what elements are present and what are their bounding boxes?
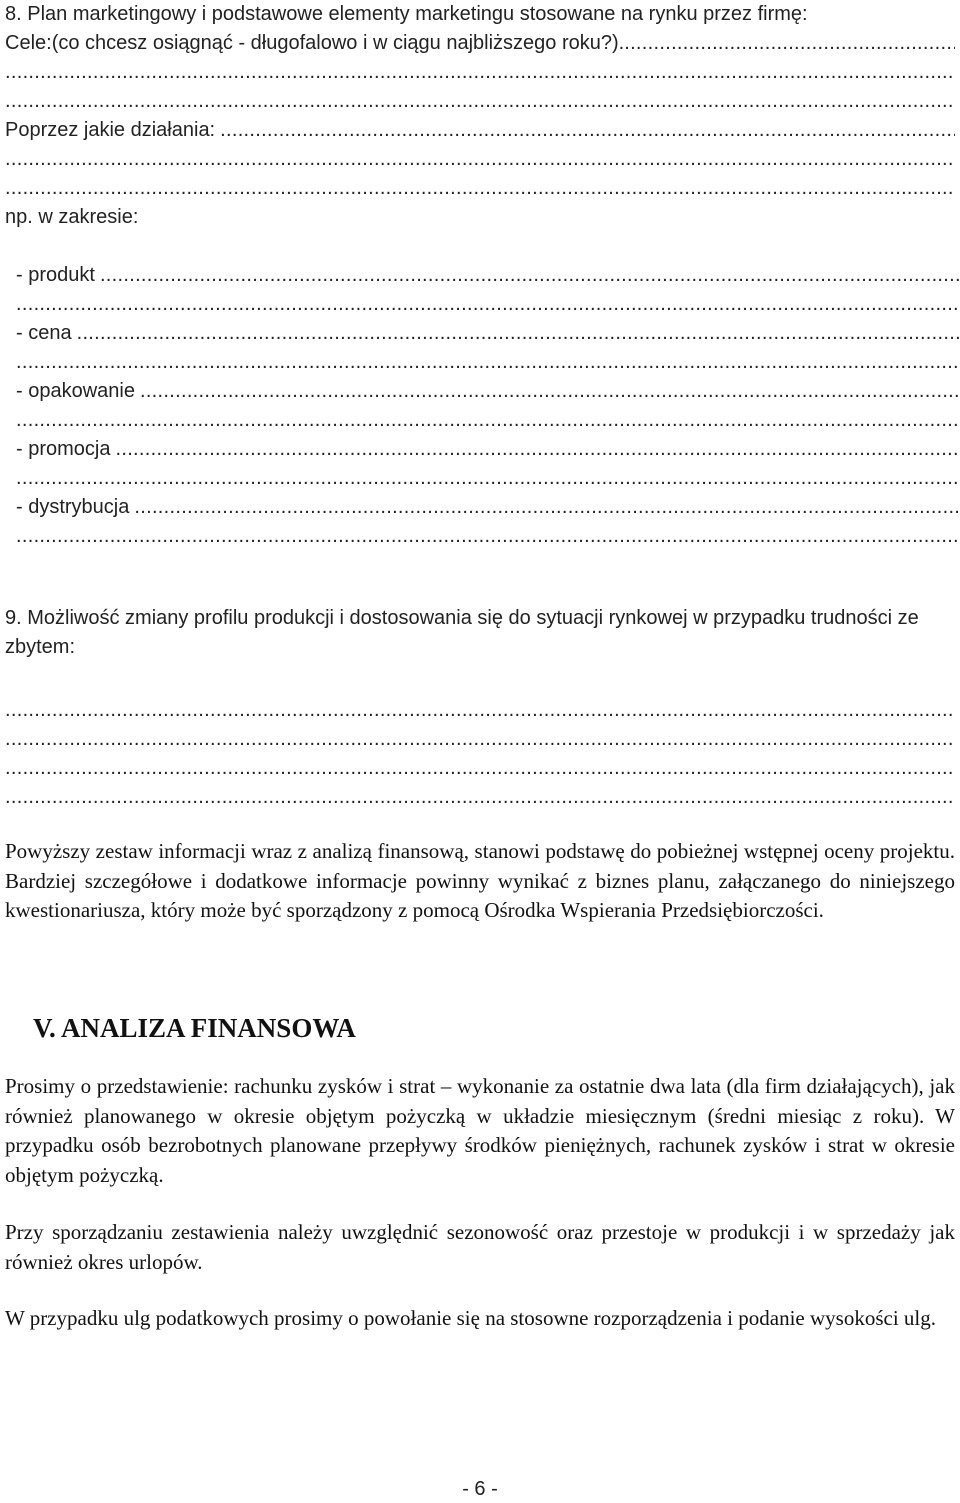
fill-line <box>5 696 955 725</box>
fill-line <box>140 377 960 406</box>
fill-row <box>5 725 955 754</box>
fill-line <box>134 493 960 522</box>
section-5-heading: V. ANALIZA FINANSOWA <box>33 1013 356 1043</box>
item-produkt-fill-row <box>5 290 960 319</box>
fill-line <box>77 319 960 348</box>
fill-row <box>5 783 955 812</box>
fill-line <box>16 348 960 377</box>
fill-row <box>5 754 955 783</box>
item-label: - cena <box>16 322 72 344</box>
fill-line <box>5 145 955 174</box>
item-label: - opakowanie <box>16 380 135 402</box>
summary-paragraph: Powyższy zestaw informacji wraz z analizą finansową, stanowi podstawę do pobieżnej wstępnej oceny projektu. Bardziej szczegółowe i dodatkowe informacje powinny wynikać z biznes planu, załączanego do niniejszego kwestionariusza, który może być sporządzony z pomocą Ośrodka Wspierania Przedsiębiorczości. <box>5 839 955 922</box>
section-9 <box>5 604 955 662</box>
fill-line <box>100 261 960 290</box>
fill-row <box>5 696 955 725</box>
item-produkt-row <box>5 261 960 290</box>
item-label: - produkt <box>16 264 95 286</box>
page-number: - 6 - <box>462 1478 498 1500</box>
goals-fill-line <box>624 29 955 58</box>
actions-fill-row <box>5 145 955 174</box>
fill-line <box>115 435 960 464</box>
actions-fill-line <box>220 116 955 145</box>
goals-row <box>5 29 955 58</box>
item-opakowanie-row <box>5 377 960 406</box>
actions-label: Poprzez jakie działania: <box>5 119 216 141</box>
item-dystrybucja-fill-row <box>5 522 960 551</box>
item-label: - dystrybucja <box>16 496 130 518</box>
goals-fill-row <box>5 87 955 116</box>
item-opakowanie-fill-row <box>5 406 960 435</box>
section-9-fill-lines <box>5 696 955 812</box>
goals-fill-row <box>5 58 955 87</box>
fill-line <box>5 783 955 812</box>
section-5-paragraph-1-block <box>5 1072 955 1190</box>
summary-block <box>5 837 955 926</box>
actions-fill-row <box>5 174 955 203</box>
section-8-title: 8. Plan marketingowy i podstawowe elementy marketingu stosowane na rynku przez firmę: <box>5 3 808 25</box>
fill-line <box>16 522 960 551</box>
section-8 <box>5 0 955 551</box>
item-label: - promocja <box>16 438 111 460</box>
fill-line <box>5 87 955 116</box>
section-5-paragraph: W przypadku ulg podatkowych prosimy o powołanie się na stosowne rozporządzenia i podanie wysokości ulg. <box>5 1306 936 1330</box>
section-9-title: 9. Możliwość zmiany profilu produkcji i dostosowania się do sytuacji rynkowej w przypadku trudności ze zbytem: <box>5 607 919 658</box>
fill-line <box>5 58 955 87</box>
fill-line <box>5 754 955 783</box>
goals-label: Cele:(co chcesz osiągnąć - długofalowo i w ciągu najbliższego roku?). <box>5 32 625 54</box>
item-promocja-fill-row <box>5 464 960 493</box>
section-5-paragraph-2-block <box>5 1218 955 1277</box>
section-5-paragraph: Przy sporządzaniu zestawienia należy uwzględnić sezonowość oraz przestoje w produkcji i w sprzedaży jak również okres urlopów. <box>5 1220 955 1274</box>
fill-line <box>5 725 955 754</box>
scope-label: np. w zakresie: <box>5 206 139 228</box>
actions-row <box>5 116 955 145</box>
fill-line <box>16 464 960 493</box>
scope-row <box>5 203 955 232</box>
fill-line <box>16 406 960 435</box>
spacer-row <box>5 232 955 261</box>
section-5-paragraph-3-block <box>5 1304 955 1334</box>
section-5-paragraph: Prosimy o przedstawienie: rachunku zysków i strat – wykonanie za ostatnie dwa lata (dla firm działających), jak również planowanego w okresie objętym pożyczką w układzie miesięcznym (średni miesiąc z roku). W przypadku osób bezrobotnych planowane przepływy środków pieniężnych, rachunek zysków i strat w okresie objętym pożyczką. <box>5 1074 955 1187</box>
item-cena-fill-row <box>5 348 960 377</box>
item-promocja-row <box>5 435 960 464</box>
item-cena-row <box>5 319 960 348</box>
fill-line <box>5 174 955 203</box>
item-dystrybucja-row <box>5 493 960 522</box>
fill-line <box>16 290 960 319</box>
